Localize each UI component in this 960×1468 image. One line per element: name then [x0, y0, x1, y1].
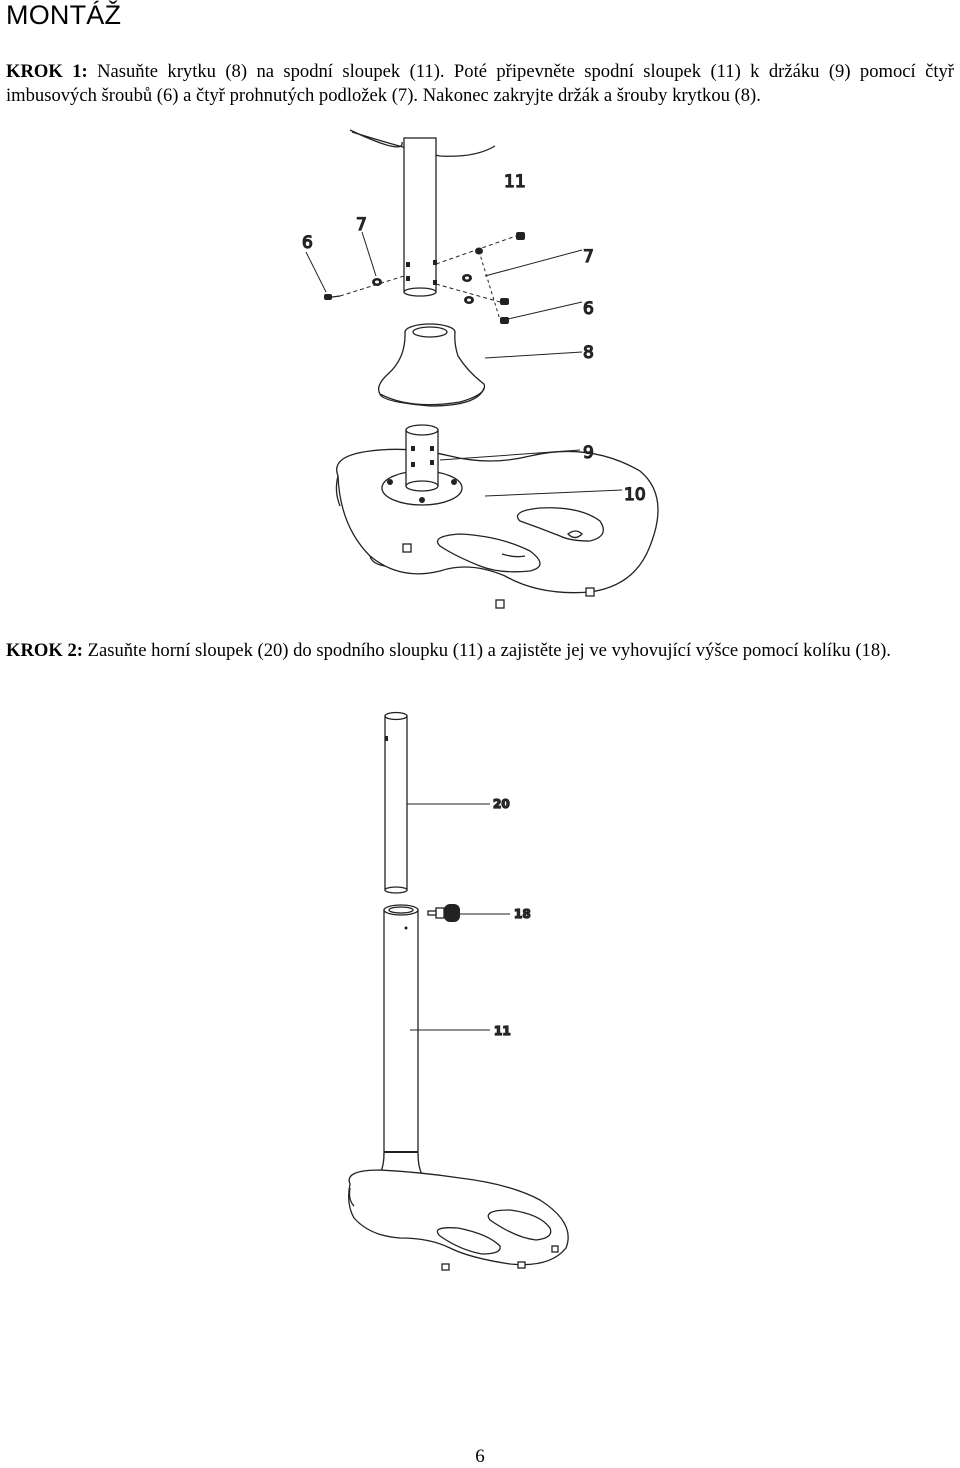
- part-label-11: 11: [494, 1024, 511, 1038]
- upper-column-20: [385, 713, 407, 894]
- assembly-figure-step-2: [340, 708, 590, 1278]
- step-2-label: KROK 2:: [6, 640, 83, 661]
- step-2-paragraph: [6, 639, 954, 663]
- part-label-9: 9: [583, 443, 594, 463]
- cover-8: [379, 324, 485, 406]
- lower-column-11: [404, 138, 436, 292]
- part-label-10: 10: [624, 485, 646, 505]
- page-number: 6: [475, 1446, 485, 1467]
- part-label-20: 20: [493, 797, 510, 811]
- page-title: MONTÁŽ: [6, 0, 122, 30]
- screw-6-right-icon: [500, 232, 525, 324]
- step-2-text: Zasuňte horní sloupek (20) do spodního sloupku (11) a zajistěte jej ve vyhovující výšce pomocí kolíku (18).: [82, 640, 891, 661]
- base-plate: [349, 1170, 569, 1270]
- step-1-label: KROK 1:: [6, 61, 88, 82]
- screw-6-left-icon: [324, 294, 340, 300]
- step-1-paragraph: [6, 60, 954, 107]
- part-label-11: 11: [504, 172, 526, 192]
- assembly-figure-step-1: [290, 126, 670, 616]
- part-label-8: 8: [583, 343, 594, 363]
- part-label-7-left: 7: [356, 215, 367, 235]
- locking-pin-18-icon: [428, 904, 460, 922]
- part-label-7-right: 7: [583, 247, 594, 267]
- part-label-6-right: 6: [583, 299, 594, 319]
- part-label-6-left: 6: [302, 233, 313, 253]
- part-label-18: 18: [514, 907, 531, 921]
- step-1-text: Nasuňte krytku (8) na spodní sloupek (11). Poté připevněte spodní sloupek (11) k držáku (9) pomocí čtyř imbusových šroubů (6) a čtyř prohnutých podložek (7). Nakonec zakryjte držák a šrouby krytkou (8).: [6, 61, 954, 106]
- base-plate-10: [336, 449, 658, 608]
- washer-7-right-icon: [462, 248, 483, 305]
